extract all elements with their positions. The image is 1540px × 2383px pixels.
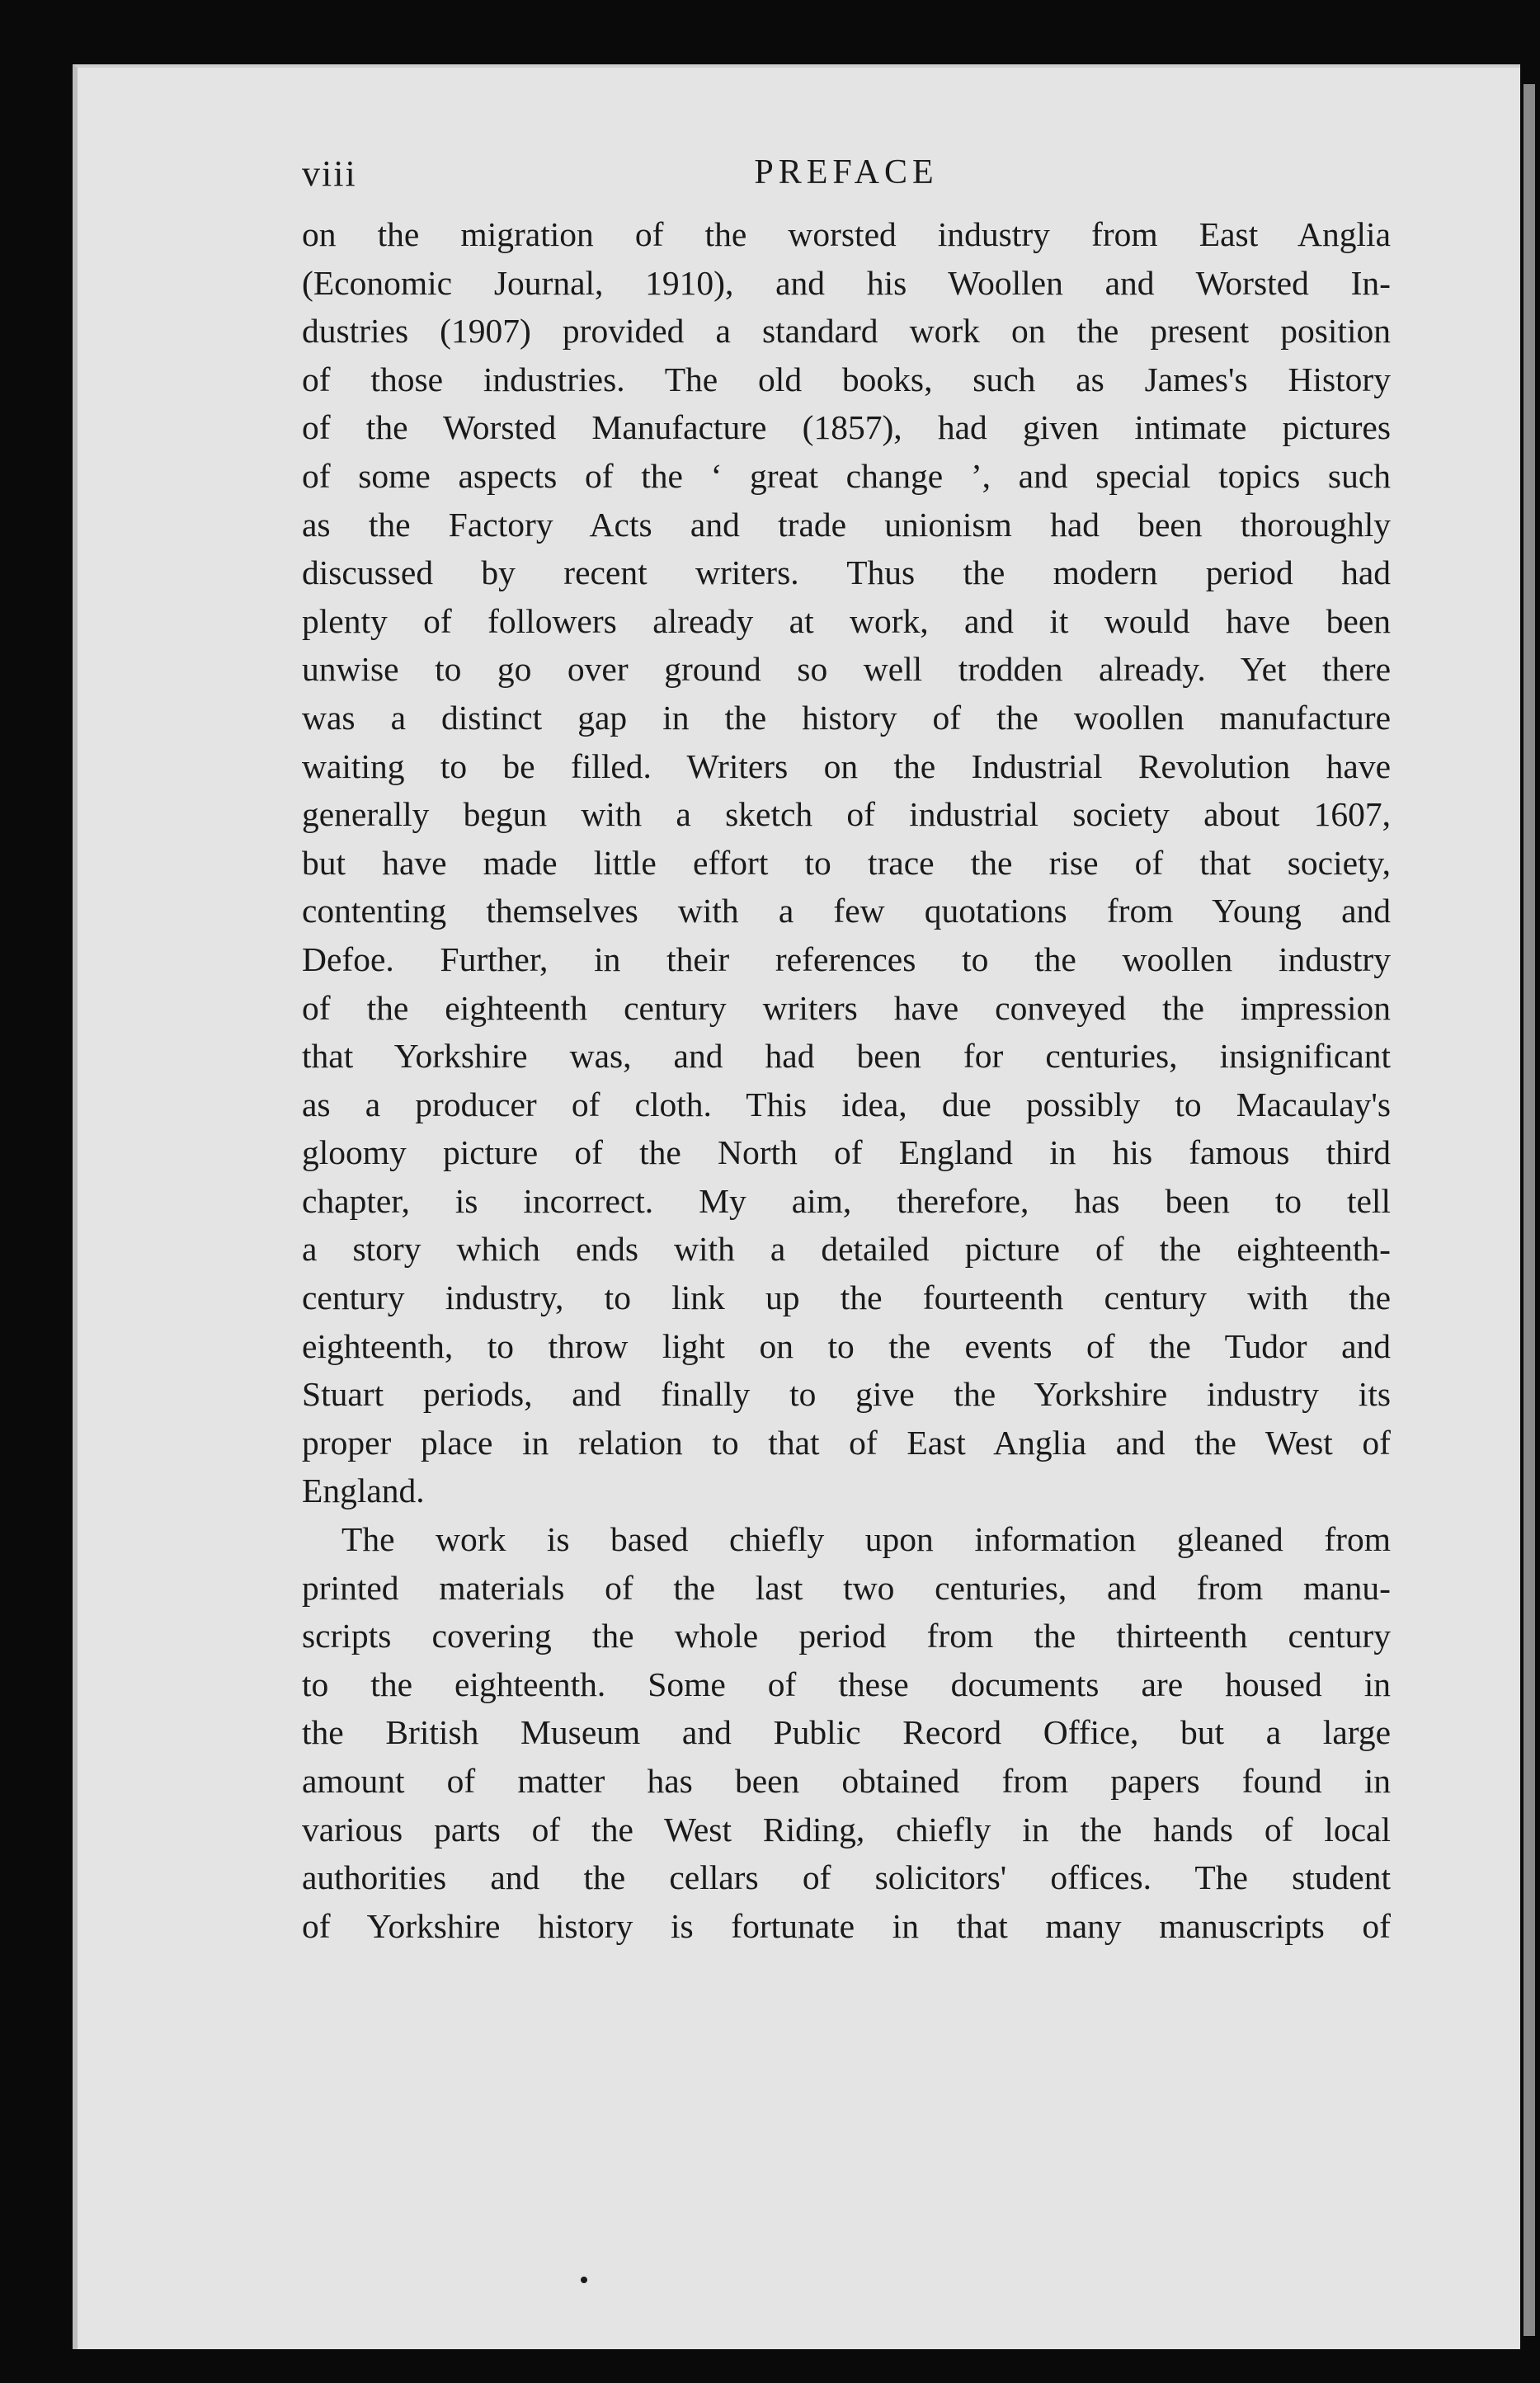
text-line: but have made little effort to trace the rise of that society, [302,843,1391,882]
text-line: scripts covering the whole period from the thirteenth century [302,1617,1391,1655]
ink-speck [581,2277,587,2283]
text-line: unwise to go over ground so well trodden already. Yet there [302,650,1391,689]
text-line: as the Factory Acts and trade unionism had been thoroughly [302,505,1391,544]
text-line: that Yorkshire was, and had been for centuries, insignificant [302,1037,1391,1076]
text-line: was a distinct gap in the history of the woollen manufacture [302,698,1391,737]
text-line: England. [302,1472,425,1510]
text-line: Stuart periods, and finally to give the Yorkshire industry its [302,1375,1391,1414]
text-line: to the eighteenth. Some of these documents are housed in [302,1665,1391,1703]
text-line: of some aspects of the ‘ great change ’, and special topics such [302,456,1391,495]
text-line: as a producer of cloth. This idea, due possibly to Macaulay's [302,1085,1391,1123]
text-line: generally begun with a sketch of industrial society about 1607, [302,795,1391,834]
text-line: century industry, to link up the fourteenth century with the [302,1279,1391,1317]
text-line: of Yorkshire history is fortunate in that many manuscripts of [302,1906,1391,1945]
text-line: of the eighteenth century writers have conveyed the impression [302,988,1391,1027]
text-line: various parts of the West Riding, chiefly in the hands of local [302,1810,1391,1848]
text-line: eighteenth, to throw light on to the events of the Tudor and [302,1326,1391,1365]
text-line: The work is based chiefly upon information gleaned from [341,1520,1391,1559]
text-line: gloomy picture of the North of England in his famous third [302,1133,1391,1172]
page-header [302,153,1391,210]
text-line: on the migration of the worsted industry from East Anglia [302,215,1391,253]
text-line: of those industries. The old books, such as James's History [302,360,1391,398]
text-line: Defoe. Further, in their references to the woollen industry [302,940,1391,978]
text-line: plenty of followers already at work, and it would have been [302,601,1391,640]
text-line: amount of matter has been obtained from papers found in [302,1762,1391,1800]
text-line: the British Museum and Public Record Office, but a large [302,1713,1391,1752]
page-edge-shadow [1524,84,1535,2336]
text-line: a story which ends with a detailed picture of the eighteenth- [302,1230,1391,1269]
text-line: waiting to be filled. Writers on the Industrial Revolution have [302,746,1391,785]
page-number: viii [302,153,357,194]
text-line: proper place in relation to that of East Anglia and the West of [302,1423,1391,1462]
text-line: authorities and the cellars of solicitors' offices. The student [302,1858,1391,1897]
text-line: dustries (1907) provided a standard work on the present position [302,312,1391,351]
text-line: (Economic Journal, 1910), and his Woollen and Worsted In- [302,263,1391,302]
text-line: printed materials of the last two centuries, and from manu- [302,1568,1391,1607]
text-line: of the Worsted Manufacture (1857), had given intimate pictures [302,408,1391,447]
preface-body-text [302,210,1391,1950]
text-line: discussed by recent writers. Thus the modern period had [302,553,1391,592]
text-line: chapter, is incorrect. My aim, therefore, has been to tell [302,1181,1391,1220]
text-line: contenting themselves with a few quotations from Young and [302,892,1391,930]
running-head: PREFACE [754,153,939,191]
